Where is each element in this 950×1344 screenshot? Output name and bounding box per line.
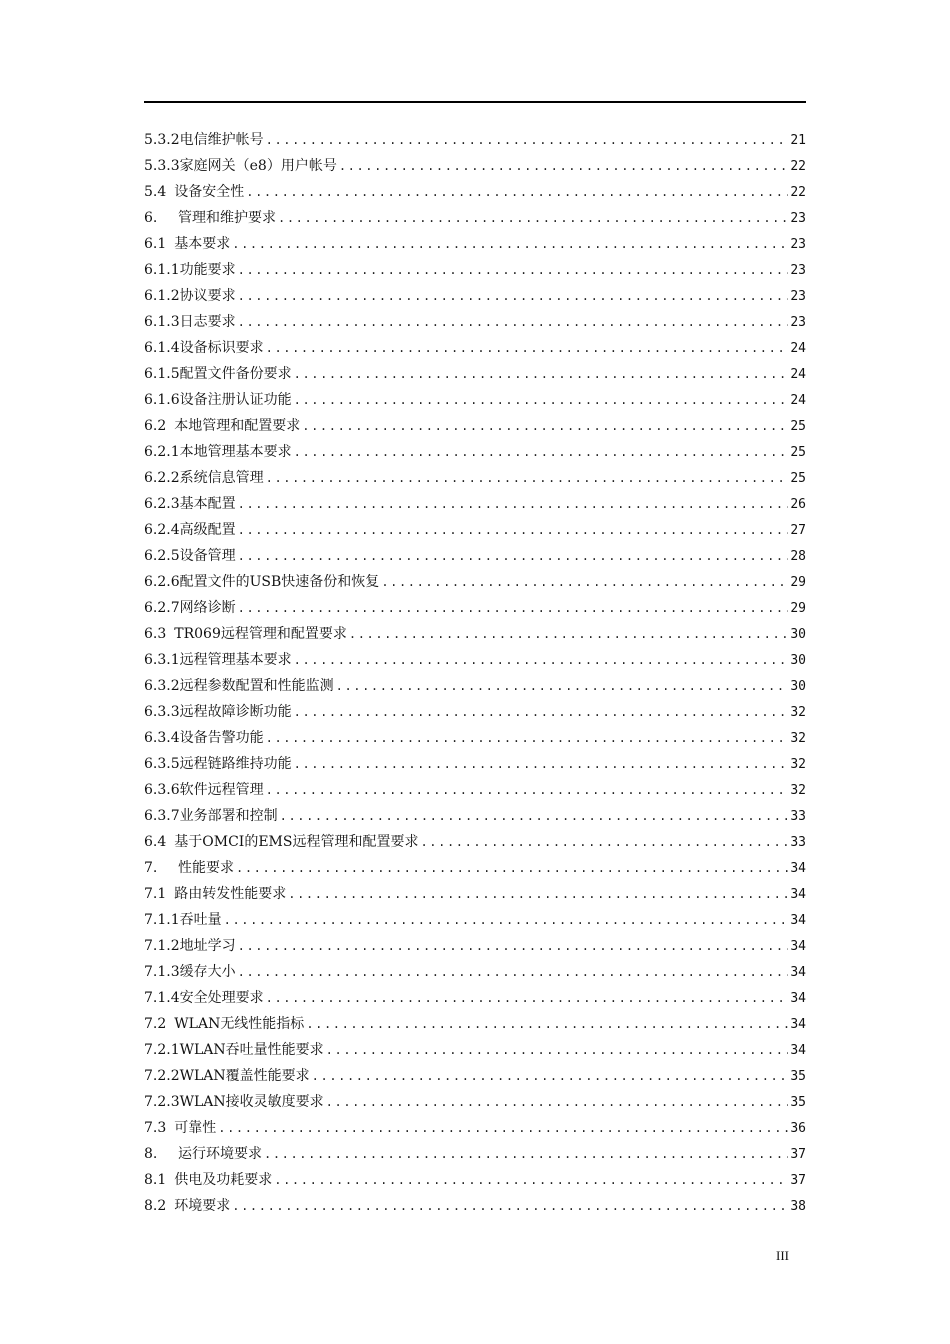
toc-entry[interactable] [144, 361, 806, 387]
toc-entry[interactable] [144, 283, 806, 309]
toc-entry[interactable] [144, 517, 806, 543]
toc-dot-leader [264, 1141, 788, 1167]
toc-entry[interactable] [144, 933, 806, 959]
toc-entry-title: 吞吐量 [179, 912, 222, 928]
toc-dot-leader [278, 205, 788, 231]
toc-entry-page: 34 [790, 861, 806, 876]
toc-entry[interactable] [144, 725, 806, 751]
toc-entry-number: 7.2.1 [144, 1042, 180, 1058]
toc-entry-title: 电信维护帐号 [179, 132, 264, 148]
toc-entry-page: 24 [790, 367, 806, 382]
toc-entry-page: 23 [790, 289, 806, 304]
toc-entry-page: 34 [790, 939, 806, 954]
toc-entry-number: 7. [144, 860, 158, 876]
toc-entry[interactable] [144, 881, 806, 907]
toc-entry-title: 安全处理要求 [179, 990, 264, 1006]
toc-entry-number: 6.2.2 [144, 470, 180, 486]
toc-entry[interactable] [144, 231, 806, 257]
toc-dot-leader [294, 699, 789, 725]
toc-entry-title: 业务部署和控制 [179, 808, 278, 824]
toc-entry-number: 6.3.6 [144, 782, 180, 798]
toc-entry-title: 设备管理 [179, 548, 236, 564]
toc-entry-page: 23 [790, 211, 806, 226]
toc-entry-number: 6.3.4 [144, 730, 180, 746]
toc-dot-leader [238, 543, 789, 569]
toc-entry-page: 32 [790, 783, 806, 798]
toc-dot-leader [306, 1011, 788, 1037]
toc-entry-page: 34 [790, 965, 806, 980]
toc-entry-title: 高级配置 [179, 522, 236, 538]
toc-dot-leader [238, 491, 789, 517]
toc-entry-title: TR069远程管理和配置要求 [174, 626, 347, 642]
toc-entry[interactable] [144, 959, 806, 985]
toc-entry-page: 36 [790, 1121, 806, 1136]
toc-entry-title: 远程故障诊断功能 [179, 704, 292, 720]
toc-entry[interactable] [144, 491, 806, 517]
toc-entry[interactable] [144, 309, 806, 335]
toc-entry-number: 5.4 [144, 184, 167, 200]
toc-dot-leader [238, 283, 789, 309]
toc-entry-page: 28 [790, 549, 806, 564]
toc-entry-number: 6.1.3 [144, 314, 180, 330]
toc-entry-title: 地址学习 [179, 938, 236, 954]
toc-entry-page: 33 [790, 835, 806, 850]
toc-entry-title: 协议要求 [179, 288, 236, 304]
toc-entry-page: 37 [790, 1147, 806, 1162]
toc-entry-title: 家庭网关（e8）用户帐号 [179, 158, 337, 174]
toc-entry[interactable] [144, 985, 806, 1011]
toc-entry-page: 34 [790, 913, 806, 928]
toc-entry-title: 运行环境要求 [178, 1146, 262, 1162]
toc-entry-title: 缓存大小 [179, 964, 236, 980]
toc-entry-title: 性能要求 [178, 860, 234, 876]
toc-entry-title: 网络诊断 [179, 600, 236, 616]
toc-entry-page: 35 [790, 1069, 806, 1084]
toc-entry-title: 路由转发性能要求 [174, 886, 287, 902]
toc-entry-title: 基于OMCI的EMS远程管理和配置要求 [174, 834, 419, 850]
toc-dot-leader [294, 751, 789, 777]
toc-entry-title: 设备注册认证功能 [179, 392, 292, 408]
toc-dot-leader [326, 1089, 789, 1115]
toc-dot-leader [224, 907, 789, 933]
toc-entry[interactable] [144, 1193, 806, 1219]
toc-entry[interactable] [144, 387, 806, 413]
toc-entry[interactable] [144, 127, 806, 153]
toc-entry[interactable] [144, 829, 806, 855]
toc-dot-leader [294, 361, 789, 387]
toc-entry-title: 远程链路维持功能 [179, 756, 292, 772]
toc-entry-page: 24 [790, 393, 806, 408]
toc-entry-title: 管理和维护要求 [178, 210, 276, 226]
toc-entry[interactable] [144, 855, 806, 881]
header-rule [144, 101, 806, 103]
toc-entry-title: 基本配置 [179, 496, 236, 512]
toc-entry[interactable] [144, 1115, 806, 1141]
toc-entry-number: 6. [144, 210, 158, 226]
toc-entry-page: 23 [790, 315, 806, 330]
toc-entry[interactable] [144, 1037, 806, 1063]
toc-dot-leader [238, 517, 789, 543]
toc-dot-leader [420, 829, 788, 855]
toc-entry-page: 25 [790, 445, 806, 460]
toc-dot-leader [266, 985, 789, 1011]
toc-dot-leader [381, 569, 788, 595]
toc-entry[interactable] [144, 595, 806, 621]
toc-entry-title: 设备标识要求 [179, 340, 264, 356]
toc-dot-leader [326, 1037, 789, 1063]
toc-entry-page: 29 [790, 601, 806, 616]
toc-entry[interactable] [144, 777, 806, 803]
toc-entry-page: 22 [790, 159, 806, 174]
toc-entry-title: WLAN无线性能指标 [174, 1016, 305, 1032]
toc-entry-number: 6.3.2 [144, 678, 180, 694]
toc-entry-page: 34 [790, 991, 806, 1006]
toc-entry-number: 7.1.2 [144, 938, 180, 954]
toc-entry-page: 25 [790, 471, 806, 486]
toc-entry-number: 7.1.3 [144, 964, 180, 980]
toc-entry[interactable] [144, 413, 806, 439]
toc-entry-title: 日志要求 [179, 314, 236, 330]
toc-entry-title: 供电及功耗要求 [174, 1172, 273, 1188]
toc-entry-title: 配置文件的USB快速备份和恢复 [179, 574, 380, 590]
toc-entry-number: 6.4 [144, 834, 167, 850]
toc-entry-title: 设备安全性 [174, 184, 245, 200]
toc-entry[interactable] [144, 465, 806, 491]
toc-entry-title: 环境要求 [174, 1198, 231, 1214]
toc-entry[interactable] [144, 569, 806, 595]
toc-dot-leader [238, 959, 789, 985]
toc-entry-page: 30 [790, 627, 806, 642]
toc-dot-leader [280, 803, 789, 829]
toc-entry-page: 34 [790, 1043, 806, 1058]
toc-dot-leader [274, 1167, 788, 1193]
toc-entry-number: 6.2.3 [144, 496, 180, 512]
toc-entry-title: 基本要求 [174, 236, 231, 252]
toc-entry-number: 6.2.5 [144, 548, 180, 564]
toc-entry-number: 6.2.4 [144, 522, 180, 538]
toc-entry-number: 7.3 [144, 1120, 167, 1136]
toc-entry[interactable] [144, 543, 806, 569]
toc-entry-number: 7.1.1 [144, 912, 180, 928]
toc-dot-leader [232, 1193, 788, 1219]
footer-page-number: III [776, 1248, 789, 1263]
toc-entry[interactable] [144, 1063, 806, 1089]
toc-entry-number: 5.3.3 [144, 158, 180, 174]
toc-entry-number: 5.3.2 [144, 132, 180, 148]
toc-entry[interactable] [144, 1089, 806, 1115]
toc-entry-number: 7.2.2 [144, 1068, 180, 1084]
toc-dot-leader [266, 725, 789, 751]
toc-dot-leader [336, 673, 789, 699]
toc-dot-leader [232, 231, 788, 257]
toc-entry-page: 34 [790, 1017, 806, 1032]
toc-dot-leader [312, 1063, 789, 1089]
toc-entry[interactable] [144, 335, 806, 361]
toc-entry[interactable] [144, 153, 806, 179]
toc-entry-number: 6.2.1 [144, 444, 180, 460]
toc-entry-page: 32 [790, 731, 806, 746]
toc-entry-number: 6.1.1 [144, 262, 180, 278]
toc-entry[interactable] [144, 699, 806, 725]
toc-entry-page: 37 [790, 1173, 806, 1188]
toc-entry-number: 6.1.4 [144, 340, 180, 356]
toc-entry-number: 7.2.3 [144, 1094, 180, 1110]
toc-dot-leader [288, 881, 788, 907]
table-of-contents [144, 127, 806, 1219]
toc-dot-leader [266, 777, 789, 803]
toc-dot-leader [294, 387, 789, 413]
toc-entry-page: 30 [790, 653, 806, 668]
toc-entry-title: 本地管理和配置要求 [174, 418, 301, 434]
toc-entry-page: 33 [790, 809, 806, 824]
toc-entry[interactable] [144, 621, 806, 647]
toc-entry[interactable] [144, 751, 806, 777]
toc-entry-page: 22 [790, 185, 806, 200]
toc-entry-page: 26 [790, 497, 806, 512]
toc-dot-leader [294, 439, 789, 465]
toc-dot-leader [236, 855, 788, 881]
toc-entry[interactable] [144, 257, 806, 283]
toc-entry-number: 8.2 [144, 1198, 167, 1214]
toc-entry-title: WLAN接收灵敏度要求 [179, 1094, 324, 1110]
toc-entry-title: 软件远程管理 [179, 782, 264, 798]
toc-dot-leader [302, 413, 788, 439]
toc-entry-page: 34 [790, 887, 806, 902]
toc-entry-number: 7.1 [144, 886, 167, 902]
toc-entry-page: 24 [790, 341, 806, 356]
toc-entry-title: WLAN覆盖性能要求 [179, 1068, 310, 1084]
toc-entry-number: 7.1.4 [144, 990, 180, 1006]
toc-entry-title: 本地管理基本要求 [179, 444, 292, 460]
toc-entry-page: 23 [790, 237, 806, 252]
toc-entry[interactable] [144, 647, 806, 673]
toc-entry-number: 6.1.2 [144, 288, 180, 304]
toc-dot-leader [238, 933, 789, 959]
toc-entry-page: 32 [790, 757, 806, 772]
toc-entry-title: 功能要求 [179, 262, 236, 278]
toc-entry-page: 30 [790, 679, 806, 694]
toc-entry-title: WLAN吞吐量性能要求 [179, 1042, 324, 1058]
toc-entry-page: 38 [790, 1199, 806, 1214]
toc-entry-number: 6.2.7 [144, 600, 180, 616]
toc-entry[interactable] [144, 439, 806, 465]
toc-entry-page: 32 [790, 705, 806, 720]
toc-entry[interactable] [144, 803, 806, 829]
toc-entry-title: 系统信息管理 [179, 470, 264, 486]
toc-entry-title: 配置文件备份要求 [179, 366, 292, 382]
toc-entry-number: 6.3.1 [144, 652, 180, 668]
toc-entry-number: 6.3 [144, 626, 167, 642]
toc-entry-number: 8. [144, 1146, 158, 1162]
toc-entry-page: 25 [790, 419, 806, 434]
toc-entry[interactable] [144, 179, 806, 205]
toc-entry[interactable] [144, 1011, 806, 1037]
toc-entry-number: 6.3.5 [144, 756, 180, 772]
toc-dot-leader [246, 179, 788, 205]
toc-entry-title: 可靠性 [174, 1120, 217, 1136]
toc-entry[interactable] [144, 907, 806, 933]
toc-entry-title: 远程管理基本要求 [179, 652, 292, 668]
toc-entry-page: 27 [790, 523, 806, 538]
toc-dot-leader [238, 595, 789, 621]
toc-dot-leader [294, 647, 789, 673]
toc-entry-number: 6.1.5 [144, 366, 180, 382]
toc-dot-leader [266, 465, 789, 491]
toc-entry-number: 6.3.3 [144, 704, 180, 720]
toc-entry-number: 7.2 [144, 1016, 167, 1032]
toc-entry-number: 6.2.6 [144, 574, 180, 590]
toc-entry[interactable] [144, 205, 806, 231]
toc-entry-title: 设备告警功能 [179, 730, 264, 746]
toc-dot-leader [266, 127, 789, 153]
toc-entry-title: 远程参数配置和性能监测 [179, 678, 334, 694]
toc-dot-leader [349, 621, 788, 647]
toc-dot-leader [238, 257, 789, 283]
toc-entry-page: 29 [790, 575, 806, 590]
toc-entry[interactable] [144, 1141, 806, 1167]
toc-entry-number: 6.2 [144, 418, 167, 434]
toc-entry[interactable] [144, 673, 806, 699]
toc-entry-page: 35 [790, 1095, 806, 1110]
toc-dot-leader [266, 335, 789, 361]
toc-entry-number: 6.1.6 [144, 392, 180, 408]
toc-dot-leader [238, 309, 789, 335]
toc-entry-page: 21 [790, 133, 806, 148]
toc-entry-number: 8.1 [144, 1172, 167, 1188]
toc-entry-page: 23 [790, 263, 806, 278]
toc-dot-leader [339, 153, 789, 179]
toc-entry-number: 6.3.7 [144, 808, 180, 824]
toc-dot-leader [218, 1115, 788, 1141]
toc-entry[interactable] [144, 1167, 806, 1193]
toc-entry-number: 6.1 [144, 236, 167, 252]
